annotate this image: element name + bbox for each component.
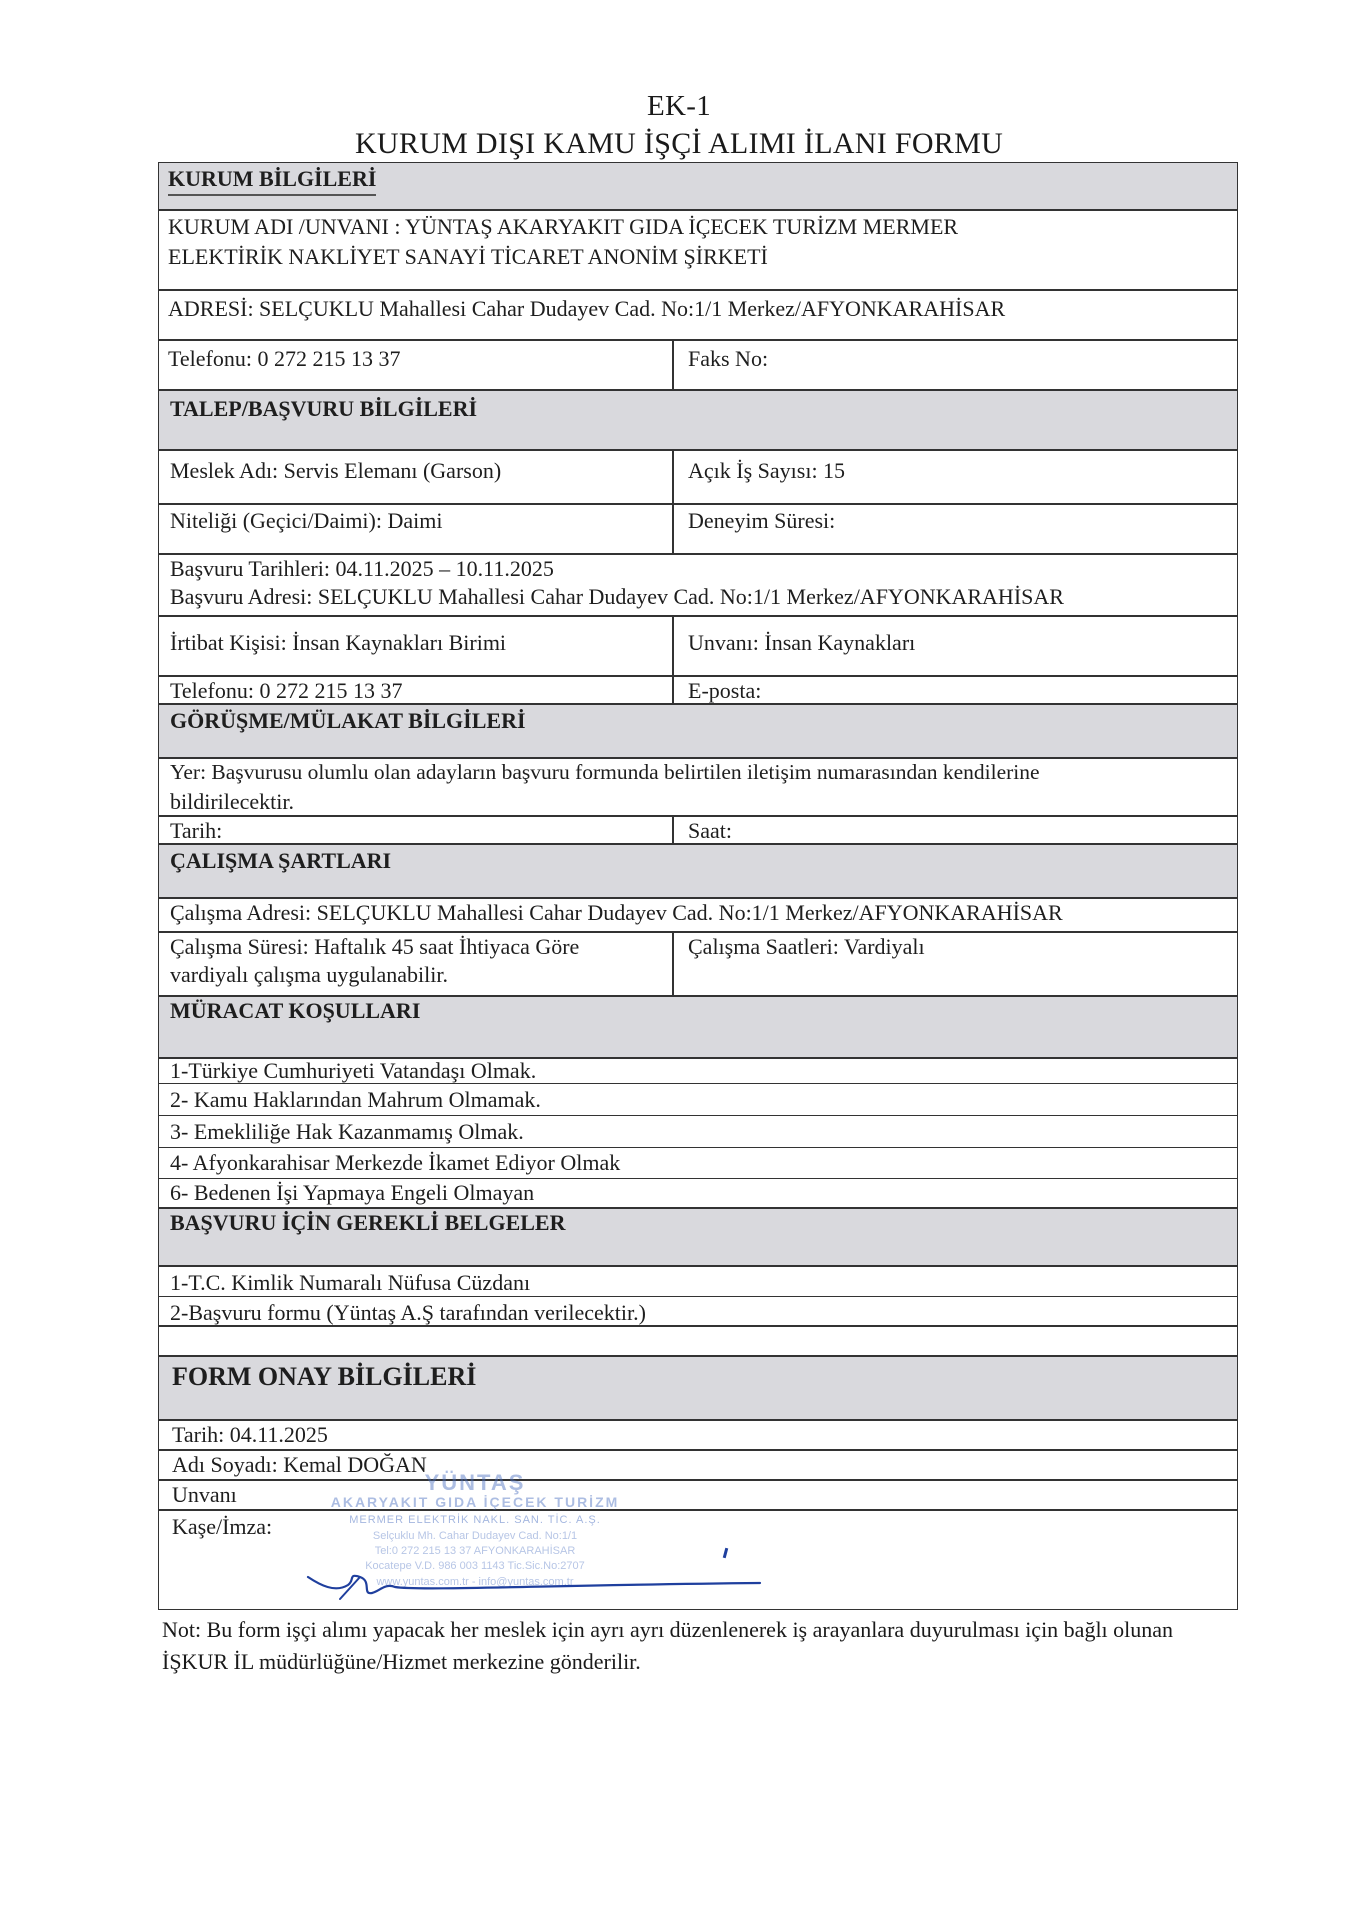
kurum-name-line1: KURUM ADI /UNVANI : YÜNTAŞ AKARYAKIT GIDA İÇECEK TURİZM MERMER (168, 214, 959, 239)
form-title: KURUM DIŞI KAMU İŞÇİ ALIMI İLANI FORMU (354, 127, 1004, 160)
muracat-item: 4- Afyonkarahisar Merkezde İkamet Ediyor Olmak (170, 1150, 621, 1175)
stamp-brand: YÜNTAŞ (424, 1470, 526, 1495)
stamp-line: AKARYAKIT GIDA İÇECEK TURİZM (330, 1494, 620, 1510)
calisma-hours: Çalışma Saatleri: Vardiyalı (688, 934, 925, 959)
stamp-line: Tel:0 272 215 13 37 AFYONKARAHİSAR (374, 1545, 576, 1557)
muracat-item: 2- Kamu Haklarından Mahrum Olmamak. (170, 1087, 541, 1112)
muracat-row-divider (158, 1115, 1238, 1116)
talep-contact: İrtibat Kişisi: İnsan Kaynakları Birimi (170, 630, 507, 655)
talep-nature: Niteliği (Geçici/Daimi): Daimi (170, 508, 443, 533)
section-title-calisma: ÇALIŞMA ŞARTLARI (170, 848, 392, 873)
onay-seal: Kaşe/İmza: (172, 1514, 273, 1539)
talep-open-positions: Açık İş Sayısı: 15 (688, 458, 846, 483)
calisma-duration-line1: Çalışma Süresi: Haftalık 45 saat İhtiyaca Göre (170, 934, 580, 959)
muracat-item: 6- Bedenen İşi Yapmaya Engeli Olmayan (170, 1180, 535, 1205)
onay-spacer (158, 1326, 1238, 1356)
gorusme-date: Tarih: (170, 818, 223, 843)
form-code: EK-1 (646, 90, 711, 122)
talep-job: Meslek Adı: Servis Elemanı (Garson) (170, 458, 502, 483)
gorusme-place-line1: Yer: Başvurusu olumlu olan adayların başvuru formunda belirtilen iletişim numarasından kendilerine (170, 760, 1040, 784)
kurum-phone: Telefonu: 0 272 215 13 37 (168, 346, 401, 371)
kurum-name-line2: ELEKTİRİK NAKLİYET SANAYİ TİCARET ANONİM ŞİRKETİ (168, 244, 768, 269)
stamp-line: www.yuntas.com.tr - info@yuntas.com.tr (376, 1576, 574, 1588)
stamp-line: Selçuklu Mh. Cahar Dudayev Cad. No:1/1 (372, 1530, 578, 1542)
section-title-talep: TALEP/BAŞVURU BİLGİLERİ (170, 396, 478, 421)
talep-dates: Başvuru Tarihleri: 04.11.2025 – 10.11.2025 (170, 556, 554, 581)
muracat-item: 1-Türkiye Cumhuriyeti Vatandaşı Olmak. (170, 1058, 537, 1083)
section-title-gorusme: GÖRÜŞME/MÜLAKAT BİLGİLERİ (170, 708, 526, 733)
onay-title: Unvanı (172, 1482, 237, 1507)
section-title-muracat: MÜRACAT KOŞULLARI (170, 998, 421, 1023)
kurum-fax: Faks No: (688, 346, 769, 371)
section-title-kurum: KURUM BİLGİLERİ (168, 164, 376, 196)
talep-contact-title: Unvanı: İnsan Kaynakları (688, 630, 916, 655)
talep-address: Başvuru Adresi: SELÇUKLU Mahallesi Cahar Dudayev Cad. No:1/1 Merkez/AFYONKARAHİSAR (170, 584, 1064, 609)
muracat-item: 3- Emekliliğe Hak Kazanmamış Olmak. (170, 1119, 524, 1144)
stamp-line: Kocatepe V.D. 986 003 1143 Tic.Sic.No:2707 (365, 1560, 585, 1572)
onay-name: Adı Soyadı: Kemal DOĞAN (172, 1452, 427, 1477)
section-title-belgeler: BAŞVURU İÇİN GEREKLİ BELGELER (170, 1210, 566, 1235)
gorusme-time: Saat: (688, 818, 732, 843)
stamp-line: MERMER ELEKTRİK NAKL. SAN. TİC. A.Ş. (349, 1514, 601, 1526)
belgeler-item: 2-Başvuru formu (Yüntaş A.Ş tarafından verilecektir.) (170, 1300, 646, 1325)
onay-date: Tarih: 04.11.2025 (172, 1422, 328, 1447)
calisma-duration-line2: vardiyalı çalışma uygulanabilir. (170, 962, 448, 987)
talep-experience: Deneyim Süresi: (688, 508, 836, 533)
gorusme-date-cell (158, 816, 673, 844)
gorusme-place-line2: bildirilecektir. (170, 789, 295, 814)
section-title-onay: FORM ONAY BİLGİLERİ (172, 1362, 477, 1391)
calisma-address: Çalışma Adresi: SELÇUKLU Mahallesi Cahar Dudayev Cad. No:1/1 Merkez/AFYONKARAHİSAR (170, 900, 1063, 925)
kurum-address: ADRESİ: SELÇUKLU Mahallesi Cahar Dudayev Cad. No:1/1 Merkez/AFYONKARAHİSAR (168, 296, 1006, 321)
gorusme-time-cell (673, 816, 1238, 844)
footer-note: Not: Bu form işçi alımı yapacak her meslek için ayrı ayrı düzenlenerek iş arayanlara duyurulması için bağlı olunan İŞKUR İL müdürlüğüne/Hizmet merkezine gönderilir. (162, 1617, 1174, 1674)
belgeler-item: 1-T.C. Kimlik Numaralı Nüfusa Cüzdanı (170, 1270, 531, 1295)
talep-email: E-posta: (688, 678, 762, 703)
talep-phone: Telefonu: 0 272 215 13 37 (170, 678, 403, 703)
signature (300, 1555, 770, 1615)
